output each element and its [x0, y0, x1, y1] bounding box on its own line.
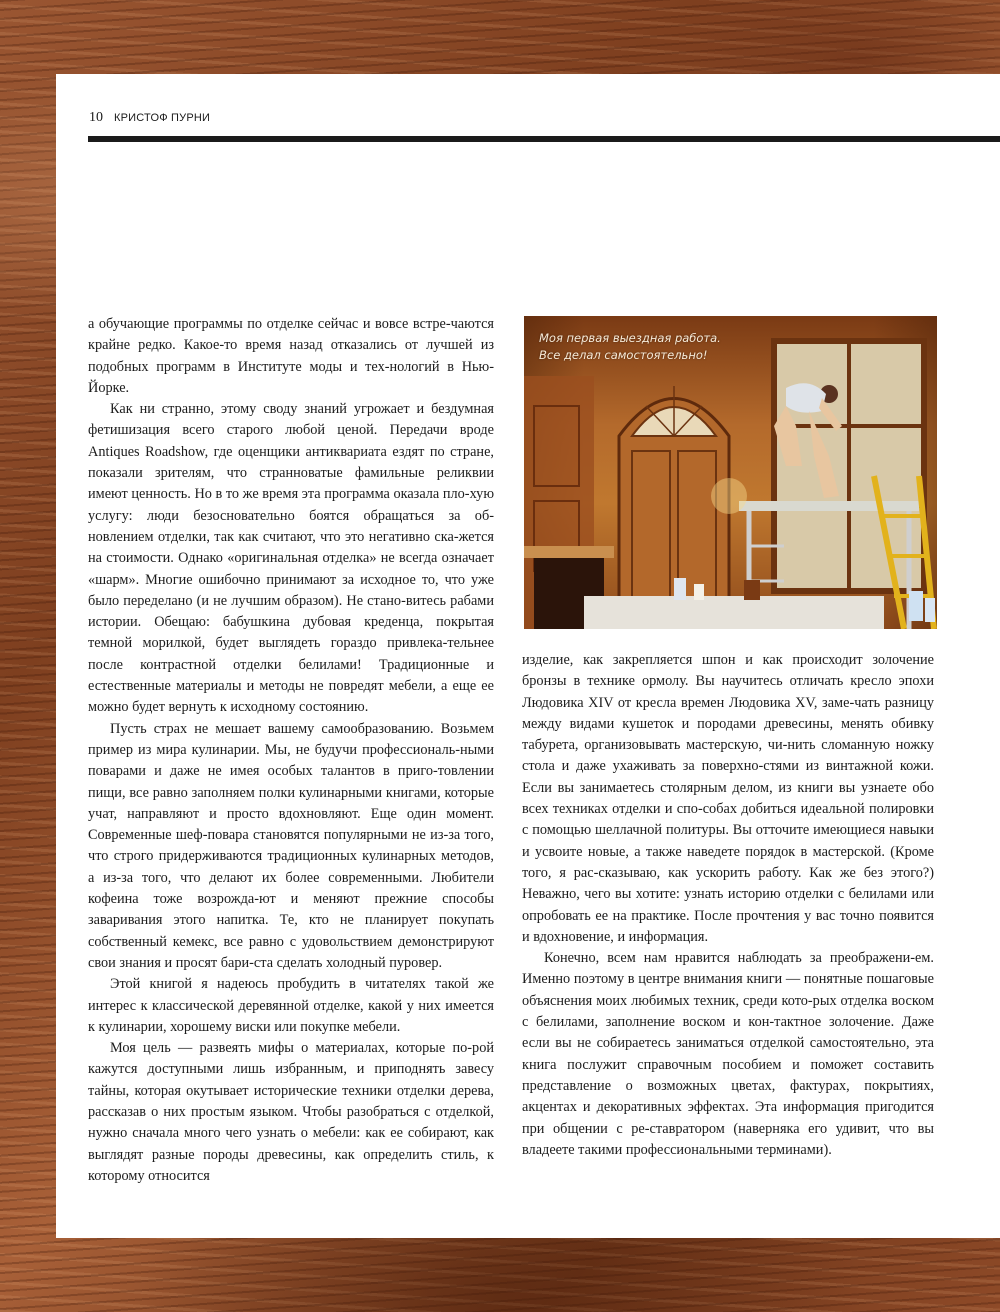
header-rule [88, 136, 1000, 142]
workshop-photo [524, 316, 937, 629]
paragraph: изделие, как закрепляется шпон и как происходит золочение бронзы в технике ормолу. Вы научитесь отличать кресло эпохи Людовика XIV от кресла времен Людовика XV, заме-чать разницу между видами кушеток и породами древесины, менять обивку табурета, организовывать мастерскую, чи-нить сломанную ножку стола и даже ухаживать за поверхно-стями из винтажной кожи. Если вы занимаетесь столярным делом, из книги вы узнаете обо всех техниках отделки и спо-собах добиться идеальной полировки с помощью шеллачной политуры. Вы отточите имеющиеся навыки и усвоите новые, а также наведете порядок в мастерской. (Кроме того, я рас-сказываю, как ускорить работу. Как же без этого?) Неважно, чего вы хотите: узнать историю отделки с белилами или опробовать ее на практике. После прочтения у вас точно появится и вдохновение, и информация. [522, 652, 934, 945]
photo-caption [539, 330, 721, 364]
paragraph: Этой книгой я надеюсь пробудить в читателях такой же интерес к классической деревянной отделке, какой у них имеется к кулинарии, хорошему виски или покупке мебели. [88, 976, 494, 1035]
paragraph: Конечно, всем нам нравится наблюдать за преображени-ем. Именно поэтому в центре внимания книги — понятные пошаговые объяснения моих любимых техник, среди кото-рых отделка воском с белилами, заполнение воском и кон-тактное золочение. Даже если вы не собираетесь заниматься отделкой самостоятельно, эта книга послужит справочным пособием и поможет составить представление о возможных цветах, фактурах, покрытиях, акцентах и декоративных эффектах. Эта информация пригодится при общении с ре-ставратором (наверняка его удивит, что вы владеете такими профессиональными терминами). [522, 950, 934, 1158]
running-head: КРИСТОФ ПУРНИ [114, 112, 211, 124]
caption-line: Моя первая выездная работа. [539, 331, 721, 345]
book-page [56, 74, 1000, 1238]
paragraph: Моя цель — развеять мифы о материалах, которые по-рой кажутся доступными лишь избранным, и приподнять завесу тайны, которая окутывает исторические техники отделки дерева, рассказав о них простым языком. Чтобы разобраться с отделкой, нужно сначала много чего узнать о мебели: как ее собирают, как выглядят разные породы древесины, как определить стиль, к которому относится [88, 1040, 494, 1184]
page-number: 10 [89, 110, 103, 125]
left-column [88, 314, 494, 1187]
paragraph: а обучающие программы по отделке сейчас и вовсе встре-чаются крайне редко. Какое-то время назад отказались от лучшей из подобных программ в Институте моды и тех-нологий в Нью-Йорке. [88, 316, 494, 396]
right-column [522, 650, 934, 1161]
paragraph: Пусть страх не мешает вашему самообразованию. Возьмем пример из мира кулинарии. Мы, не будучи профессиональ-ными поварами и даже не имея особых талантов в приго-товлении пищи, все равно заполняем полки кулинарными книгами, которые учат, направляют и просто вдохновляют. Еще один момент. Современные шеф-повара становятся популярными не из-за того, что строго придерживаются традиционных кулинарных методов, а из-за того, что делают их более современными. Любители кофеина тоже возрожда-ют и меняют прежние способы заваривания этого напитка. Те, кто не планирует покупать собственный кемекс, все равно с удовольствием демонстрируют свои знания и просят бари-ста сделать холодный пуровер. [88, 720, 494, 971]
paragraph: Как ни странно, этому своду знаний угрожает и бездумная фетишизация всего старого любой ценой. Передачи вроде Antiques Roadshow, где оценщики антиквариата ездят по стране, показали зрителям, что странноватые фамильные реликвии имеют ценность. Но в то же время эта программа оказала пло-хую услугу: люди безосновательно боятся обращаться за об-новлением отделки, так как считают, что это негативно ска-жется на стоимости. Однако «оригинальная отделка» не всегда означает «шарм». Многие ошибочно принимают за исходное то, что уже было переделано (и не лучшим образом). Не стано-витесь рабами истории. Обещаю: бабушкина дубовая креденца, покрытая темной морилкой, будет выглядеть гораздо привлека-тельнее после контрастной отделки белилами! Традиционные и естественные материалы и методы не повредят мебели, а еще ее можно будет вернуть к исходному состоянию. [88, 401, 494, 716]
caption-line: Все делал самостоятельно! [539, 348, 708, 362]
page-header [89, 110, 210, 128]
